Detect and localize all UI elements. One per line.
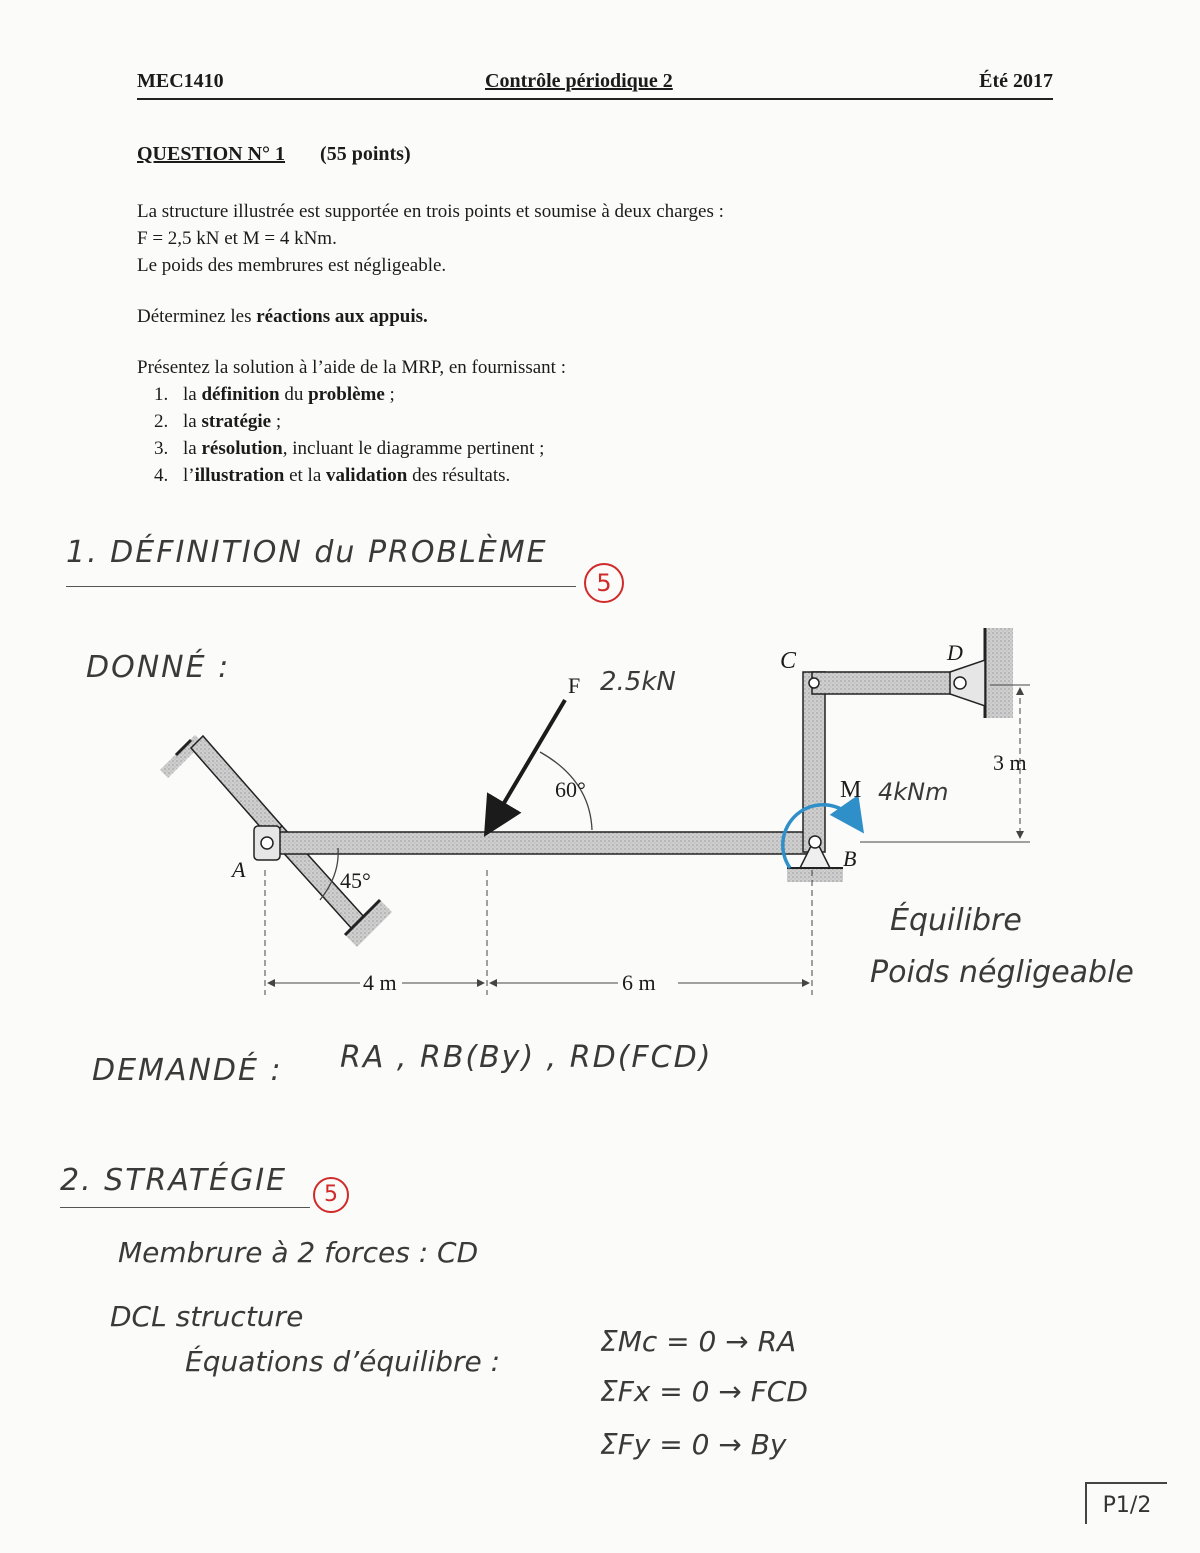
determine-line [137, 303, 1037, 330]
asked-label: DEMANDÉ : [92, 1053, 283, 1088]
task-text: la [183, 384, 202, 405]
asked-values: RA , RB(By) , RD(FCD) [340, 1040, 713, 1075]
pin-a [261, 837, 273, 849]
structure-diagram [0, 600, 1200, 1020]
task-item [173, 408, 1037, 435]
task-text: l’ [183, 465, 195, 486]
task-bold: validation [326, 465, 408, 486]
section2-title: 2. STRATÉGIE [60, 1163, 288, 1198]
main-beam [262, 832, 822, 854]
note-poids: Poids négligeable [870, 955, 1134, 990]
equation-1: ΣMc = 0 → RA [600, 1325, 797, 1358]
statement-line: La structure illustrée est supportée en trois points et soumise à deux charges : [137, 201, 724, 222]
note-equilibre: Équilibre [890, 903, 1022, 938]
task-text: la [183, 411, 202, 432]
section2-score: 5 [313, 1177, 349, 1213]
section1-score: 5 [584, 563, 624, 603]
given-label: DONNÉ : [86, 650, 231, 685]
question-label: QUESTION N° 1 [137, 143, 286, 165]
task-text: , incluant le diagramme pertinent ; [282, 438, 545, 459]
course-code: MEC1410 [137, 70, 224, 92]
task-text: des résultats. [407, 465, 511, 486]
pin-d [954, 677, 966, 689]
force-hand-value: 2.5kN [600, 667, 676, 697]
problem-statement [137, 198, 1037, 489]
dim-4m-label: 4 m [363, 970, 397, 995]
strategy-line-1: Membrure à 2 forces : CD [118, 1236, 479, 1269]
task-text: ; [384, 384, 395, 405]
task-bold: problème [308, 384, 385, 405]
task-list [137, 381, 1037, 489]
exam-title: Contrôle périodique 2 [485, 70, 673, 92]
task-bold: illustration [194, 465, 285, 486]
angle-force-label: 60° [555, 777, 586, 802]
statement-line: Le poids des membrures est négligeable. [137, 255, 447, 276]
angle-a-label: 45° [340, 868, 371, 893]
equation-3: ΣFy = 0 → By [600, 1428, 787, 1461]
task-item [173, 435, 1037, 462]
point-d-label: D [947, 640, 963, 665]
dim-3m-label: 3 m [993, 750, 1027, 775]
point-c-label: C [780, 648, 797, 674]
determine-pre: Déterminez les [137, 306, 257, 327]
strategy-line-2: DCL structure [110, 1300, 304, 1333]
task-text: la [183, 438, 202, 459]
strategy-line-3: Équations d’équilibre : [185, 1345, 501, 1378]
moment-hand-value: 4kNm [878, 778, 949, 806]
task-text: et la [284, 465, 327, 486]
task-bold: résolution [201, 438, 283, 459]
wall-d [985, 628, 1013, 718]
task-text: du [279, 384, 309, 405]
equation-2: ΣFx = 0 → FCD [600, 1375, 808, 1408]
vertical-member [803, 672, 825, 852]
page-header [137, 68, 1053, 100]
task-text: ; [271, 411, 282, 432]
section1-title: 1. DÉFINITION du PROBLÈME [66, 535, 548, 570]
task-item [173, 381, 1037, 408]
term: Été 2017 [979, 70, 1053, 92]
inclined-link-upper [191, 736, 282, 838]
task-item [173, 462, 1037, 489]
question-points: (55 points) [320, 143, 411, 165]
force-label: F [568, 673, 581, 698]
force-f-arrow [488, 700, 565, 830]
question-title [137, 143, 411, 166]
moment-label: M [840, 777, 862, 803]
task-bold: définition [201, 384, 280, 405]
section1-underline [66, 586, 576, 587]
statement-line: F = 2,5 kN et M = 4 kNm. [137, 228, 337, 249]
section2-underline [60, 1207, 310, 1208]
pin-c [809, 678, 819, 688]
ground-b [787, 868, 843, 882]
task-bold: stratégie [201, 411, 272, 432]
present-line: Présentez la solution à l’aide de la MRP, en fournissant : [137, 357, 566, 378]
page-number: P1/2 [1085, 1482, 1167, 1524]
dim-6m-label: 6 m [622, 970, 656, 995]
link-cd [812, 672, 972, 694]
determine-bold: réactions aux appuis. [256, 306, 428, 327]
point-a-label: A [232, 857, 246, 882]
point-b-label: B [843, 846, 857, 871]
